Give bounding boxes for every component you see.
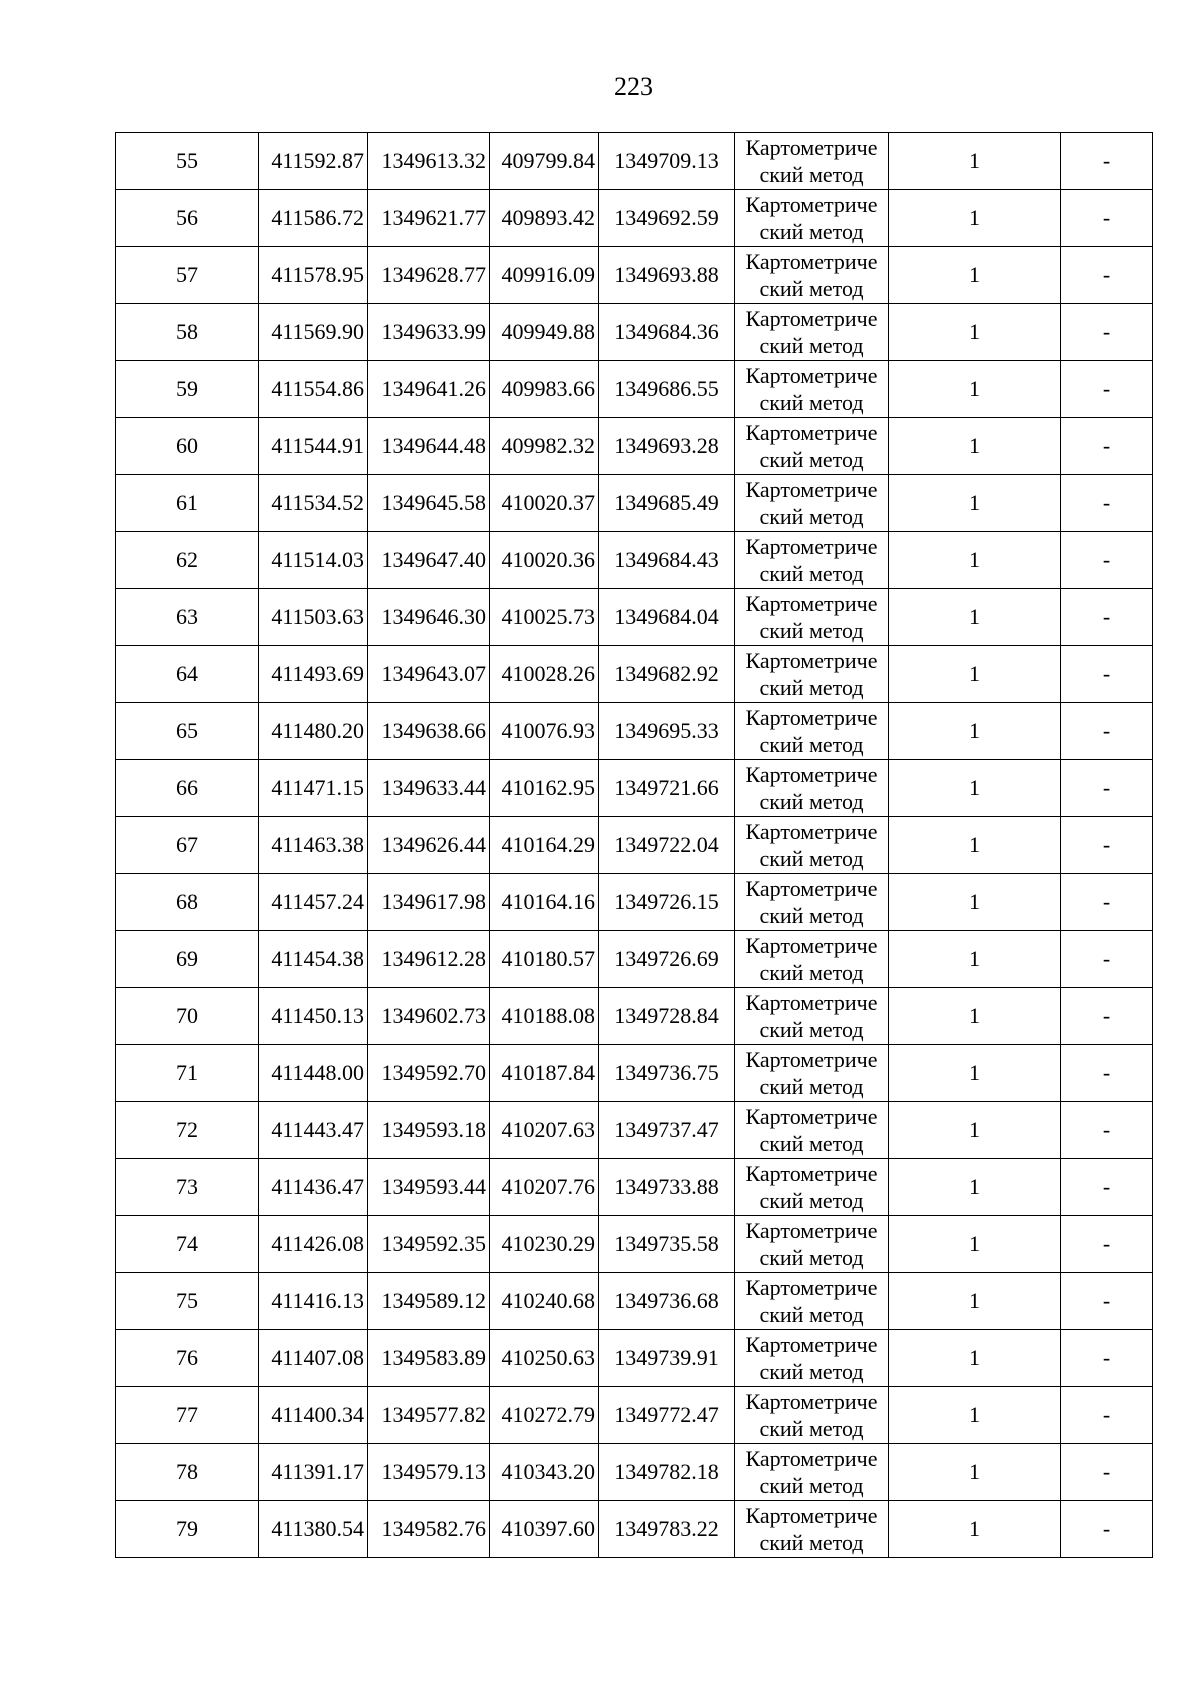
- method-line-2: ский метод: [759, 732, 864, 757]
- method-cell: [735, 532, 889, 589]
- note-cell: -: [1061, 1444, 1153, 1501]
- x2-cell: 410188.08: [490, 988, 599, 1045]
- table-row: [116, 361, 1153, 418]
- x1-cell: 411416.13: [259, 1273, 368, 1330]
- method-line-1: Картометриче: [745, 990, 878, 1015]
- method-line-2: ский метод: [759, 1359, 864, 1384]
- table-row: [116, 133, 1153, 190]
- x2-cell: 409893.42: [490, 190, 599, 247]
- method-line-2: ский метод: [759, 903, 864, 928]
- y1-cell: 1349644.48: [368, 418, 490, 475]
- note-cell: -: [1061, 133, 1153, 190]
- note-cell: -: [1061, 1045, 1153, 1102]
- x2-cell: 410240.68: [490, 1273, 599, 1330]
- y1-cell: 1349589.12: [368, 1273, 490, 1330]
- method-cell: [735, 1159, 889, 1216]
- y2-cell: 1349735.58: [599, 1216, 735, 1273]
- x1-cell: 411400.34: [259, 1387, 368, 1444]
- point-number-cell: 78: [116, 1444, 259, 1501]
- x1-cell: 411426.08: [259, 1216, 368, 1273]
- method-line-1: Картометриче: [745, 1389, 878, 1414]
- method-cell: [735, 1045, 889, 1102]
- y2-cell: 1349733.88: [599, 1159, 735, 1216]
- y1-cell: 1349593.44: [368, 1159, 490, 1216]
- x1-cell: 411448.00: [259, 1045, 368, 1102]
- table-row: [116, 190, 1153, 247]
- note-cell: -: [1061, 475, 1153, 532]
- method-line-1: Картометриче: [745, 249, 878, 274]
- method-line-2: ский метод: [759, 1530, 864, 1555]
- note-cell: -: [1061, 760, 1153, 817]
- x2-cell: 410397.60: [490, 1501, 599, 1558]
- y2-cell: 1349685.49: [599, 475, 735, 532]
- accuracy-cell: 1: [889, 190, 1061, 247]
- note-cell: -: [1061, 247, 1153, 304]
- y1-cell: 1349626.44: [368, 817, 490, 874]
- table-row: [116, 418, 1153, 475]
- note-cell: -: [1061, 1102, 1153, 1159]
- note-cell: -: [1061, 1387, 1153, 1444]
- accuracy-cell: 1: [889, 589, 1061, 646]
- x1-cell: 411493.69: [259, 646, 368, 703]
- method-cell: [735, 931, 889, 988]
- y2-cell: 1349721.66: [599, 760, 735, 817]
- x2-cell: 410020.36: [490, 532, 599, 589]
- accuracy-cell: 1: [889, 361, 1061, 418]
- note-cell: -: [1061, 1330, 1153, 1387]
- y2-cell: 1349783.22: [599, 1501, 735, 1558]
- y1-cell: 1349645.58: [368, 475, 490, 532]
- method-line-2: ский метод: [759, 1473, 864, 1498]
- point-number-cell: 69: [116, 931, 259, 988]
- method-line-1: Картометриче: [745, 306, 878, 331]
- point-number-cell: 59: [116, 361, 259, 418]
- method-line-1: Картометриче: [745, 933, 878, 958]
- method-line-1: Картометриче: [745, 135, 878, 160]
- x1-cell: 411586.72: [259, 190, 368, 247]
- note-cell: -: [1061, 817, 1153, 874]
- x1-cell: 411569.90: [259, 304, 368, 361]
- accuracy-cell: 1: [889, 1273, 1061, 1330]
- y1-cell: 1349593.18: [368, 1102, 490, 1159]
- point-number-cell: 74: [116, 1216, 259, 1273]
- y1-cell: 1349582.76: [368, 1501, 490, 1558]
- accuracy-cell: 1: [889, 1159, 1061, 1216]
- method-line-2: ский метод: [759, 162, 864, 187]
- accuracy-cell: 1: [889, 1387, 1061, 1444]
- y2-cell: 1349739.91: [599, 1330, 735, 1387]
- x1-cell: 411514.03: [259, 532, 368, 589]
- y1-cell: 1349638.66: [368, 703, 490, 760]
- x1-cell: 411436.47: [259, 1159, 368, 1216]
- y2-cell: 1349737.47: [599, 1102, 735, 1159]
- point-number-cell: 60: [116, 418, 259, 475]
- y1-cell: 1349633.99: [368, 304, 490, 361]
- point-number-cell: 75: [116, 1273, 259, 1330]
- y1-cell: 1349583.89: [368, 1330, 490, 1387]
- y2-cell: 1349695.33: [599, 703, 735, 760]
- y1-cell: 1349628.77: [368, 247, 490, 304]
- point-number-cell: 70: [116, 988, 259, 1045]
- table-row: [116, 817, 1153, 874]
- x1-cell: 411407.08: [259, 1330, 368, 1387]
- x2-cell: 409982.32: [490, 418, 599, 475]
- x1-cell: 411443.47: [259, 1102, 368, 1159]
- x1-cell: 411471.15: [259, 760, 368, 817]
- point-number-cell: 64: [116, 646, 259, 703]
- note-cell: -: [1061, 532, 1153, 589]
- point-number-cell: 61: [116, 475, 259, 532]
- x2-cell: 410250.63: [490, 1330, 599, 1387]
- accuracy-cell: 1: [889, 988, 1061, 1045]
- x2-cell: 410162.95: [490, 760, 599, 817]
- method-line-2: ский метод: [759, 561, 864, 586]
- coordinates-table: [115, 132, 1153, 1558]
- x2-cell: 410272.79: [490, 1387, 599, 1444]
- method-line-2: ский метод: [759, 1074, 864, 1099]
- table-row: [116, 1216, 1153, 1273]
- accuracy-cell: 1: [889, 1216, 1061, 1273]
- method-line-2: ский метод: [759, 846, 864, 871]
- x2-cell: 410164.29: [490, 817, 599, 874]
- x2-cell: 410020.37: [490, 475, 599, 532]
- method-line-2: ский метод: [759, 1017, 864, 1042]
- method-line-2: ский метод: [759, 1302, 864, 1327]
- accuracy-cell: 1: [889, 304, 1061, 361]
- method-line-1: Картометриче: [745, 1104, 878, 1129]
- x1-cell: 411554.86: [259, 361, 368, 418]
- x2-cell: 410207.63: [490, 1102, 599, 1159]
- point-number-cell: 62: [116, 532, 259, 589]
- method-line-1: Картометриче: [745, 705, 878, 730]
- accuracy-cell: 1: [889, 1444, 1061, 1501]
- table-row: [116, 1102, 1153, 1159]
- method-cell: [735, 1102, 889, 1159]
- accuracy-cell: 1: [889, 874, 1061, 931]
- y1-cell: 1349612.28: [368, 931, 490, 988]
- x1-cell: 411454.38: [259, 931, 368, 988]
- x2-cell: 410028.26: [490, 646, 599, 703]
- accuracy-cell: 1: [889, 475, 1061, 532]
- y2-cell: 1349686.55: [599, 361, 735, 418]
- y2-cell: 1349693.88: [599, 247, 735, 304]
- x2-cell: 409916.09: [490, 247, 599, 304]
- y2-cell: 1349782.18: [599, 1444, 735, 1501]
- method-cell: [735, 874, 889, 931]
- point-number-cell: 72: [116, 1102, 259, 1159]
- method-line-2: ский метод: [759, 276, 864, 301]
- table-row: [116, 304, 1153, 361]
- table-row: [116, 1444, 1153, 1501]
- point-number-cell: 63: [116, 589, 259, 646]
- page-number: 223: [614, 72, 653, 101]
- method-line-2: ский метод: [759, 1131, 864, 1156]
- x1-cell: 411592.87: [259, 133, 368, 190]
- accuracy-cell: 1: [889, 133, 1061, 190]
- point-number-cell: 79: [116, 1501, 259, 1558]
- x1-cell: 411457.24: [259, 874, 368, 931]
- x2-cell: 409799.84: [490, 133, 599, 190]
- method-cell: [735, 1387, 889, 1444]
- note-cell: -: [1061, 988, 1153, 1045]
- x1-cell: 411503.63: [259, 589, 368, 646]
- method-cell: [735, 133, 889, 190]
- y2-cell: 1349736.68: [599, 1273, 735, 1330]
- accuracy-cell: 1: [889, 1045, 1061, 1102]
- x2-cell: 410180.57: [490, 931, 599, 988]
- x2-cell: 409983.66: [490, 361, 599, 418]
- method-line-2: ский метод: [759, 1416, 864, 1441]
- method-line-1: Картометриче: [745, 420, 878, 445]
- x1-cell: 411480.20: [259, 703, 368, 760]
- x1-cell: 411391.17: [259, 1444, 368, 1501]
- method-cell: [735, 589, 889, 646]
- note-cell: -: [1061, 418, 1153, 475]
- method-line-1: Картометриче: [745, 1332, 878, 1357]
- note-cell: -: [1061, 304, 1153, 361]
- point-number-cell: 66: [116, 760, 259, 817]
- method-line-2: ский метод: [759, 447, 864, 472]
- accuracy-cell: 1: [889, 931, 1061, 988]
- x2-cell: 410343.20: [490, 1444, 599, 1501]
- y2-cell: 1349726.69: [599, 931, 735, 988]
- method-line-1: Картометриче: [745, 1503, 878, 1528]
- table-row: [116, 874, 1153, 931]
- y2-cell: 1349722.04: [599, 817, 735, 874]
- accuracy-cell: 1: [889, 760, 1061, 817]
- method-cell: [735, 1444, 889, 1501]
- method-cell: [735, 988, 889, 1045]
- method-line-1: Картометриче: [745, 1047, 878, 1072]
- method-line-2: ский метод: [759, 219, 864, 244]
- y1-cell: 1349646.30: [368, 589, 490, 646]
- method-line-1: Картометриче: [745, 1446, 878, 1471]
- y1-cell: 1349621.77: [368, 190, 490, 247]
- y1-cell: 1349617.98: [368, 874, 490, 931]
- method-cell: [735, 1501, 889, 1558]
- method-line-2: ский метод: [759, 333, 864, 358]
- accuracy-cell: 1: [889, 1501, 1061, 1558]
- note-cell: -: [1061, 1216, 1153, 1273]
- method-line-2: ский метод: [759, 960, 864, 985]
- y2-cell: 1349693.28: [599, 418, 735, 475]
- method-line-2: ский метод: [759, 618, 864, 643]
- note-cell: -: [1061, 874, 1153, 931]
- method-cell: [735, 190, 889, 247]
- method-line-1: Картометриче: [745, 819, 878, 844]
- method-line-2: ский метод: [759, 504, 864, 529]
- method-line-1: Картометриче: [745, 648, 878, 673]
- y1-cell: 1349577.82: [368, 1387, 490, 1444]
- point-number-cell: 76: [116, 1330, 259, 1387]
- y2-cell: 1349736.75: [599, 1045, 735, 1102]
- method-cell: [735, 760, 889, 817]
- method-cell: [735, 475, 889, 532]
- accuracy-cell: 1: [889, 532, 1061, 589]
- table-row: [116, 589, 1153, 646]
- y1-cell: 1349592.70: [368, 1045, 490, 1102]
- x1-cell: 411534.52: [259, 475, 368, 532]
- accuracy-cell: 1: [889, 703, 1061, 760]
- note-cell: -: [1061, 589, 1153, 646]
- table-row: [116, 532, 1153, 589]
- point-number-cell: 55: [116, 133, 259, 190]
- method-cell: [735, 817, 889, 874]
- table-row: [116, 931, 1153, 988]
- table-row: [116, 1387, 1153, 1444]
- method-cell: [735, 247, 889, 304]
- table-row: [116, 1501, 1153, 1558]
- y2-cell: 1349709.13: [599, 133, 735, 190]
- table-row: [116, 1330, 1153, 1387]
- y2-cell: 1349684.36: [599, 304, 735, 361]
- note-cell: -: [1061, 1159, 1153, 1216]
- x1-cell: 411380.54: [259, 1501, 368, 1558]
- method-line-2: ский метод: [759, 1188, 864, 1213]
- accuracy-cell: 1: [889, 247, 1061, 304]
- accuracy-cell: 1: [889, 418, 1061, 475]
- point-number-cell: 65: [116, 703, 259, 760]
- method-line-1: Картометриче: [745, 591, 878, 616]
- table-row: [116, 703, 1153, 760]
- x2-cell: 410025.73: [490, 589, 599, 646]
- point-number-cell: 56: [116, 190, 259, 247]
- table-row: [116, 1045, 1153, 1102]
- accuracy-cell: 1: [889, 1330, 1061, 1387]
- note-cell: -: [1061, 931, 1153, 988]
- x1-cell: 411544.91: [259, 418, 368, 475]
- method-cell: [735, 1273, 889, 1330]
- note-cell: -: [1061, 646, 1153, 703]
- x1-cell: 411463.38: [259, 817, 368, 874]
- method-line-1: Картометриче: [745, 762, 878, 787]
- x2-cell: 410187.84: [490, 1045, 599, 1102]
- point-number-cell: 71: [116, 1045, 259, 1102]
- point-number-cell: 77: [116, 1387, 259, 1444]
- x1-cell: 411578.95: [259, 247, 368, 304]
- method-line-2: ский метод: [759, 390, 864, 415]
- method-line-2: ский метод: [759, 675, 864, 700]
- method-line-1: Картометриче: [745, 534, 878, 559]
- x2-cell: 410076.93: [490, 703, 599, 760]
- y1-cell: 1349613.32: [368, 133, 490, 190]
- y1-cell: 1349633.44: [368, 760, 490, 817]
- method-line-2: ский метод: [759, 789, 864, 814]
- note-cell: -: [1061, 1273, 1153, 1330]
- y2-cell: 1349772.47: [599, 1387, 735, 1444]
- x2-cell: 409949.88: [490, 304, 599, 361]
- accuracy-cell: 1: [889, 817, 1061, 874]
- table-row: [116, 760, 1153, 817]
- y1-cell: 1349579.13: [368, 1444, 490, 1501]
- point-number-cell: 57: [116, 247, 259, 304]
- method-line-2: ский метод: [759, 1245, 864, 1270]
- method-cell: [735, 1216, 889, 1273]
- method-cell: [735, 361, 889, 418]
- method-cell: [735, 304, 889, 361]
- table-row: [116, 988, 1153, 1045]
- y2-cell: 1349728.84: [599, 988, 735, 1045]
- y1-cell: 1349643.07: [368, 646, 490, 703]
- table-body: [116, 133, 1153, 1558]
- y2-cell: 1349726.15: [599, 874, 735, 931]
- y1-cell: 1349592.35: [368, 1216, 490, 1273]
- note-cell: -: [1061, 703, 1153, 760]
- method-cell: [735, 1330, 889, 1387]
- point-number-cell: 73: [116, 1159, 259, 1216]
- method-cell: [735, 703, 889, 760]
- x1-cell: 411450.13: [259, 988, 368, 1045]
- note-cell: -: [1061, 361, 1153, 418]
- x2-cell: 410164.16: [490, 874, 599, 931]
- accuracy-cell: 1: [889, 1102, 1061, 1159]
- method-line-1: Картометриче: [745, 876, 878, 901]
- note-cell: -: [1061, 1501, 1153, 1558]
- y2-cell: 1349684.43: [599, 532, 735, 589]
- y1-cell: 1349641.26: [368, 361, 490, 418]
- method-line-1: Картометриче: [745, 363, 878, 388]
- point-number-cell: 67: [116, 817, 259, 874]
- y1-cell: 1349647.40: [368, 532, 490, 589]
- method-line-1: Картометриче: [745, 1161, 878, 1186]
- y2-cell: 1349684.04: [599, 589, 735, 646]
- method-cell: [735, 646, 889, 703]
- method-line-1: Картометриче: [745, 477, 878, 502]
- note-cell: -: [1061, 190, 1153, 247]
- point-number-cell: 58: [116, 304, 259, 361]
- table-row: [116, 1159, 1153, 1216]
- table-row: [116, 475, 1153, 532]
- method-line-1: Картометриче: [745, 1218, 878, 1243]
- table-row: [116, 646, 1153, 703]
- y2-cell: 1349692.59: [599, 190, 735, 247]
- accuracy-cell: 1: [889, 646, 1061, 703]
- x2-cell: 410230.29: [490, 1216, 599, 1273]
- y2-cell: 1349682.92: [599, 646, 735, 703]
- method-cell: [735, 418, 889, 475]
- method-line-1: Картометриче: [745, 1275, 878, 1300]
- table-row: [116, 247, 1153, 304]
- y1-cell: 1349602.73: [368, 988, 490, 1045]
- method-line-1: Картометриче: [745, 192, 878, 217]
- x2-cell: 410207.76: [490, 1159, 599, 1216]
- table-row: [116, 1273, 1153, 1330]
- point-number-cell: 68: [116, 874, 259, 931]
